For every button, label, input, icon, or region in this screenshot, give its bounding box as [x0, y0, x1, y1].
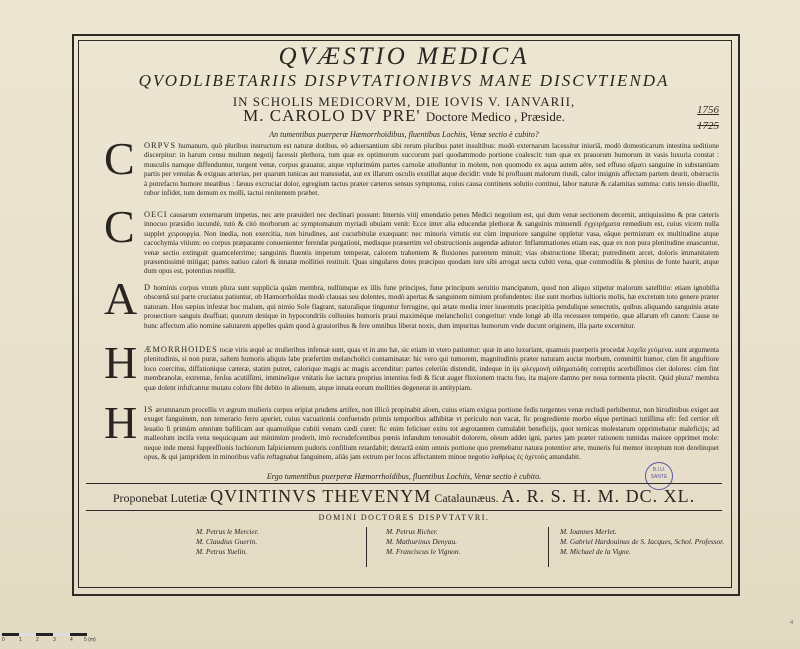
- paragraph-3-lead: D: [144, 283, 152, 292]
- doctor-name: M. Petrus Yuelin.: [196, 547, 248, 556]
- scale-label: 2: [36, 637, 39, 643]
- scale-bar: [2, 633, 87, 636]
- title-praeses: [78, 106, 730, 126]
- paragraph-1-text: humanum, quò pluribus instructum est naturæ dotibus, eò aduersantium sibi rerum pluribus patet insultibus: modò externarum lacessitur iniuriâ, modò domesticarum intestina seditione discerpitur: in harum censu multum negotij facessit plethora, tum quæ ex optimorum succorum pari quodammodo portione coalescit: tum quæ ex prauorum humorum in vasis luxuria constat : musculis namque diffenduntur, turgent venæ, corpus grauatur, atque vtplurimùm partes carnolæ attolluntur in molem, non quomodo ex aqua autem aëre, sed effuso αἵματι sanguine in substantiam partis per venulas & exiguas arterias, per quarum tunicas aut transsudat, aut ex illarum osculis exstillat atque decidit: vnde hi profluunt malorum riuuli, calor insignis affectam partem deurit, obstructis à putrefacto humore meatibus : fæuus excruciat dolor, egregium tactus præter cæteros sensus symptoma, cuius causa continens solutio continui, labor naturæ & calamitas summa: cutis tensio diuellit, rubor infidet, tum demum ex molli, tactui renitentem præbet.: [144, 142, 719, 198]
- paragraph-5-text: ærumnarum procellis vt ægrum mulieris corpus eripiat prudens artifex, non illicò propinabit aloen, cuius etiam exigua portione fedis turgentes venæ recludi perhibentur, non hirudinibus exiget aut exuget fanguinem, non temerario ferro aperiet, cuius vacuationis confuetudo primis temporibus adhibitæ vt periculo non vacat, fic progrediente morbo eſque pertinaci tutiſſima eft: fed certior eſt leuatio fi primùm omnium bafilicam aut quamuiſque cubiti venam cædi curet: fic enim feliciuer exitu tot ægrotantem cumulabit beneficijs, quot ternicas molestarum opprimebatur maleficijs; ad malleolum incifa vena nequicquam aut minimùm proderit, imò recrudefcentibus pœnis infandum tenouabit dolorem, oleum addet igni, partes jam præter rationem tumidas maiore opprimet mole: neque inde mensi fuppreſſionis lochiorum faſpicientem pudoris confilium retardabit; detractâ enim omnis portione quo premebatur natura potentior arte, muneris fui memor inceptum non derelinquet opus, & qui jampridem in minoribus vafis reftagnabat fanguinem, aliàs jam extrum per locos affectantem minoe negotio λαθρίως ἐς ὀχετοὺς amandabit.: [144, 406, 719, 462]
- doctor-name: M. Gabriel Hardouinus de S. Iacques, Schol. Professor.: [560, 537, 725, 546]
- paragraph-4: [144, 345, 719, 411]
- doctor-name: M. Franciscus le Vignon.: [386, 547, 461, 556]
- scale-label: 4: [70, 637, 73, 643]
- paragraph-4-lead: ÆMORRHOIDES: [144, 345, 218, 354]
- stamp-text: B.I.U. SANTE: [650, 467, 668, 480]
- proponent-name: QVINTINVS THEVENYM: [210, 486, 432, 506]
- scale-label: 3: [53, 637, 56, 643]
- paragraph-3-text: hominis corpus vnum plura sunt supplicia quàm membra, nullùmque ex illis fune principes, fune principum seruitio mancipatum, quod non aliquo stipetur malorum satellitio: etiam ignobilia obscœnâ sui parte cruciatus patiuntur, ob Hæmorrhoïdas modò clausas seu dolentes, modò apertas & sanguinem nimium profundentes: ilse sunt morbus iultioris molis, hæ excretum toto genere præter naturam. Hos sæpius infestat hoc malum, qui nimio Sole flagrant, naturalique tinguntur ferrugine, qui ætate media inter iuuentutis præcipitia pendulique senectutis, quibus aliquando sanguinis ætate prouectiore sanguis deaffuat; quorum denique in hypocondriis colluuies humoris praui maximéque melancholici congeritur: vnde longè ab illa recessere temperie, quæ allarum eft canon: Cause ne hunc affectum alio nomine salutarem appelles quàm quod à grauioribus & fere omnibus liberat noxis, dum impuritas humorum vnde ducunt originem, illa parte excernitur.: [144, 284, 719, 330]
- paragraph-2: [144, 210, 719, 286]
- paragraph-5: [144, 405, 719, 471]
- doctor-name: M. Petrus le Mercier.: [196, 527, 259, 536]
- praeses-name: M. CAROLO DV PRE': [243, 106, 421, 125]
- praeses-title: Doctore Medico , Præside.: [425, 109, 565, 124]
- page-number: 4: [790, 620, 793, 626]
- paragraph-5-lead: IS: [144, 405, 154, 414]
- doctor-name: M. Ioannes Merlet.: [560, 527, 617, 536]
- proponent-origin: Catalaunæus.: [434, 491, 499, 505]
- doctors-heading: DOMINI DOCTORES DISPVTATVRI.: [318, 513, 490, 522]
- doctor-name: M. Mathurinus Denyau.: [386, 537, 458, 546]
- proponent-line: [78, 486, 730, 507]
- drop-initial-3: A: [104, 273, 138, 324]
- title-quaestio: QVÆSTIO MEDICA: [278, 43, 530, 70]
- scale-label: 0: [2, 637, 5, 643]
- paragraph-2-lead: OECI: [144, 210, 168, 219]
- handwritten-year-2: 1725: [697, 120, 719, 132]
- doctors-column-3: [560, 527, 724, 557]
- divider-top: [86, 483, 722, 484]
- drop-initial-4: H: [104, 337, 138, 388]
- drop-initial-1: C: [104, 133, 135, 184]
- scale-ruler: [0, 633, 100, 645]
- thesis-question: An tumentibus puerperæ Hæmorrhoïdibus, fluentibus Lochiis, Venæ sectio è cubito?: [269, 130, 539, 139]
- scale-label: 1: [19, 637, 22, 643]
- column-separator-2: [548, 527, 549, 567]
- paragraph-1-lead: ORPVS: [144, 141, 176, 150]
- divider-bottom: [86, 510, 722, 511]
- proponent-date: A. R. S. H. M. DC. XL.: [501, 486, 696, 506]
- scale-label: 5 (m): [84, 637, 96, 643]
- doctors-column-2: [386, 527, 460, 557]
- doctor-name: M. Petrus Richer.: [386, 527, 438, 536]
- doctors-column-1: [196, 527, 259, 557]
- proponebat-label: Proponebat Lutetiæ: [112, 491, 208, 505]
- drop-initial-2: C: [104, 201, 135, 252]
- handwritten-year-1: 1756: [697, 104, 719, 116]
- drop-initial-5: H: [104, 397, 138, 448]
- doctor-name: M. Michael de la Vigne.: [560, 547, 631, 556]
- column-separator-1: [366, 527, 367, 567]
- paragraph-3: [144, 283, 719, 339]
- title-quodlibetariis: QVODLIBETARIIS DISPVTATIONIBVS MANE DISCVTIENDA: [138, 71, 670, 90]
- paragraph-2-text: causarum externarum impetus, nec arte præuideri nec declinari possunt: Internis vitij emendatio penes Medici negotium est, qui dum venæ sectionem decernit, antiquissimo & præ cæteris innocuo præsidio iucundè, tutò & citò morborum ac symptomatum myriadi obuiam venit: Ecce inter alia educendæ plethoræ & sanguinis minuendi ἐγχειρήματα remedium est, cuius vicem nulla supplet χειρουργία. Non inedia, non exercitia, non hirudines, aut cucurbitulæ exæquant: nec minoris virtutis est cùm impuriore sanguine oppletur vasa, eâque permistum ex multitudine atque cacochymia vitium: eo corpus præparante conuenienter ferendæ purgationi, medisque præsertim vel obstructionis augendæ adiutor: Inflammationes etiam eas, quæ ex non pura plenitudine enascuntur, venæ sectio extinguit quamcelerrime; sanguinis fluentis impetum temperat, calorem trahentem & fluxiones parentem minuit; vias obstructione liberat; putredinem arcet, doloris immanitatem præsentissimè mitigat; partes natiuo calori & innatæ mollitiei restituit. Quas singulares dotes præcipuo quodam iure sibi arrogat secta cubiti vena, quæ commodiùs & plenius de fonte haurit, atque dum opus est, potentius reuellit.: [144, 211, 719, 276]
- doctor-name: M. Claudius Guerin.: [196, 537, 258, 546]
- conclusion: Ergo tumentibus puerperæ Hæmorrhoïdibus, fluentibus Lochiis, Venæ sectio è cubito.: [266, 472, 542, 481]
- paragraph-4-text: tocæ viris æquè ac mulieribus infensæ sunt, quas vt in ano hæ, sic etiam in vtero patiuntur: quæ in ano luxuriant, quamuis puerperis procedat λοχεῖα χεόμενα. sunt argumenta plenitudinis, si non puræ, saltem humoris aliquis labe præfertim melancholici contaminatæ: hic vero qui tumorem, magnitudinis præter naturam auctæ morbum, committit humor, cùm fit anguftiore loco coercitus, diffationique cæteræ, statim putret, calorique magis ac magis accenditur: partes celeriùs distendit, indeque in ijs φλεγμονὴ οἰδηματώδη correptis acerbiſſimos ciet dolores: cùm fint membranolæ, extremæ, fenſus acutiſſimi, immineîque vnitatis ſue iactura proprius intentius fedi & ficut auget fluxionem tractu fuo, ita majore damno per noua tormenta plectit. Quid plura? membra quæ dolent infufcantur mutato colore fibi debito in alienum, atque innata eorum mollities degenerat in antitypiam.: [144, 346, 719, 392]
- title-date: IN SCHOLIS MEDICORVM, DIE IOVIS V. IANVARII,: [232, 94, 576, 109]
